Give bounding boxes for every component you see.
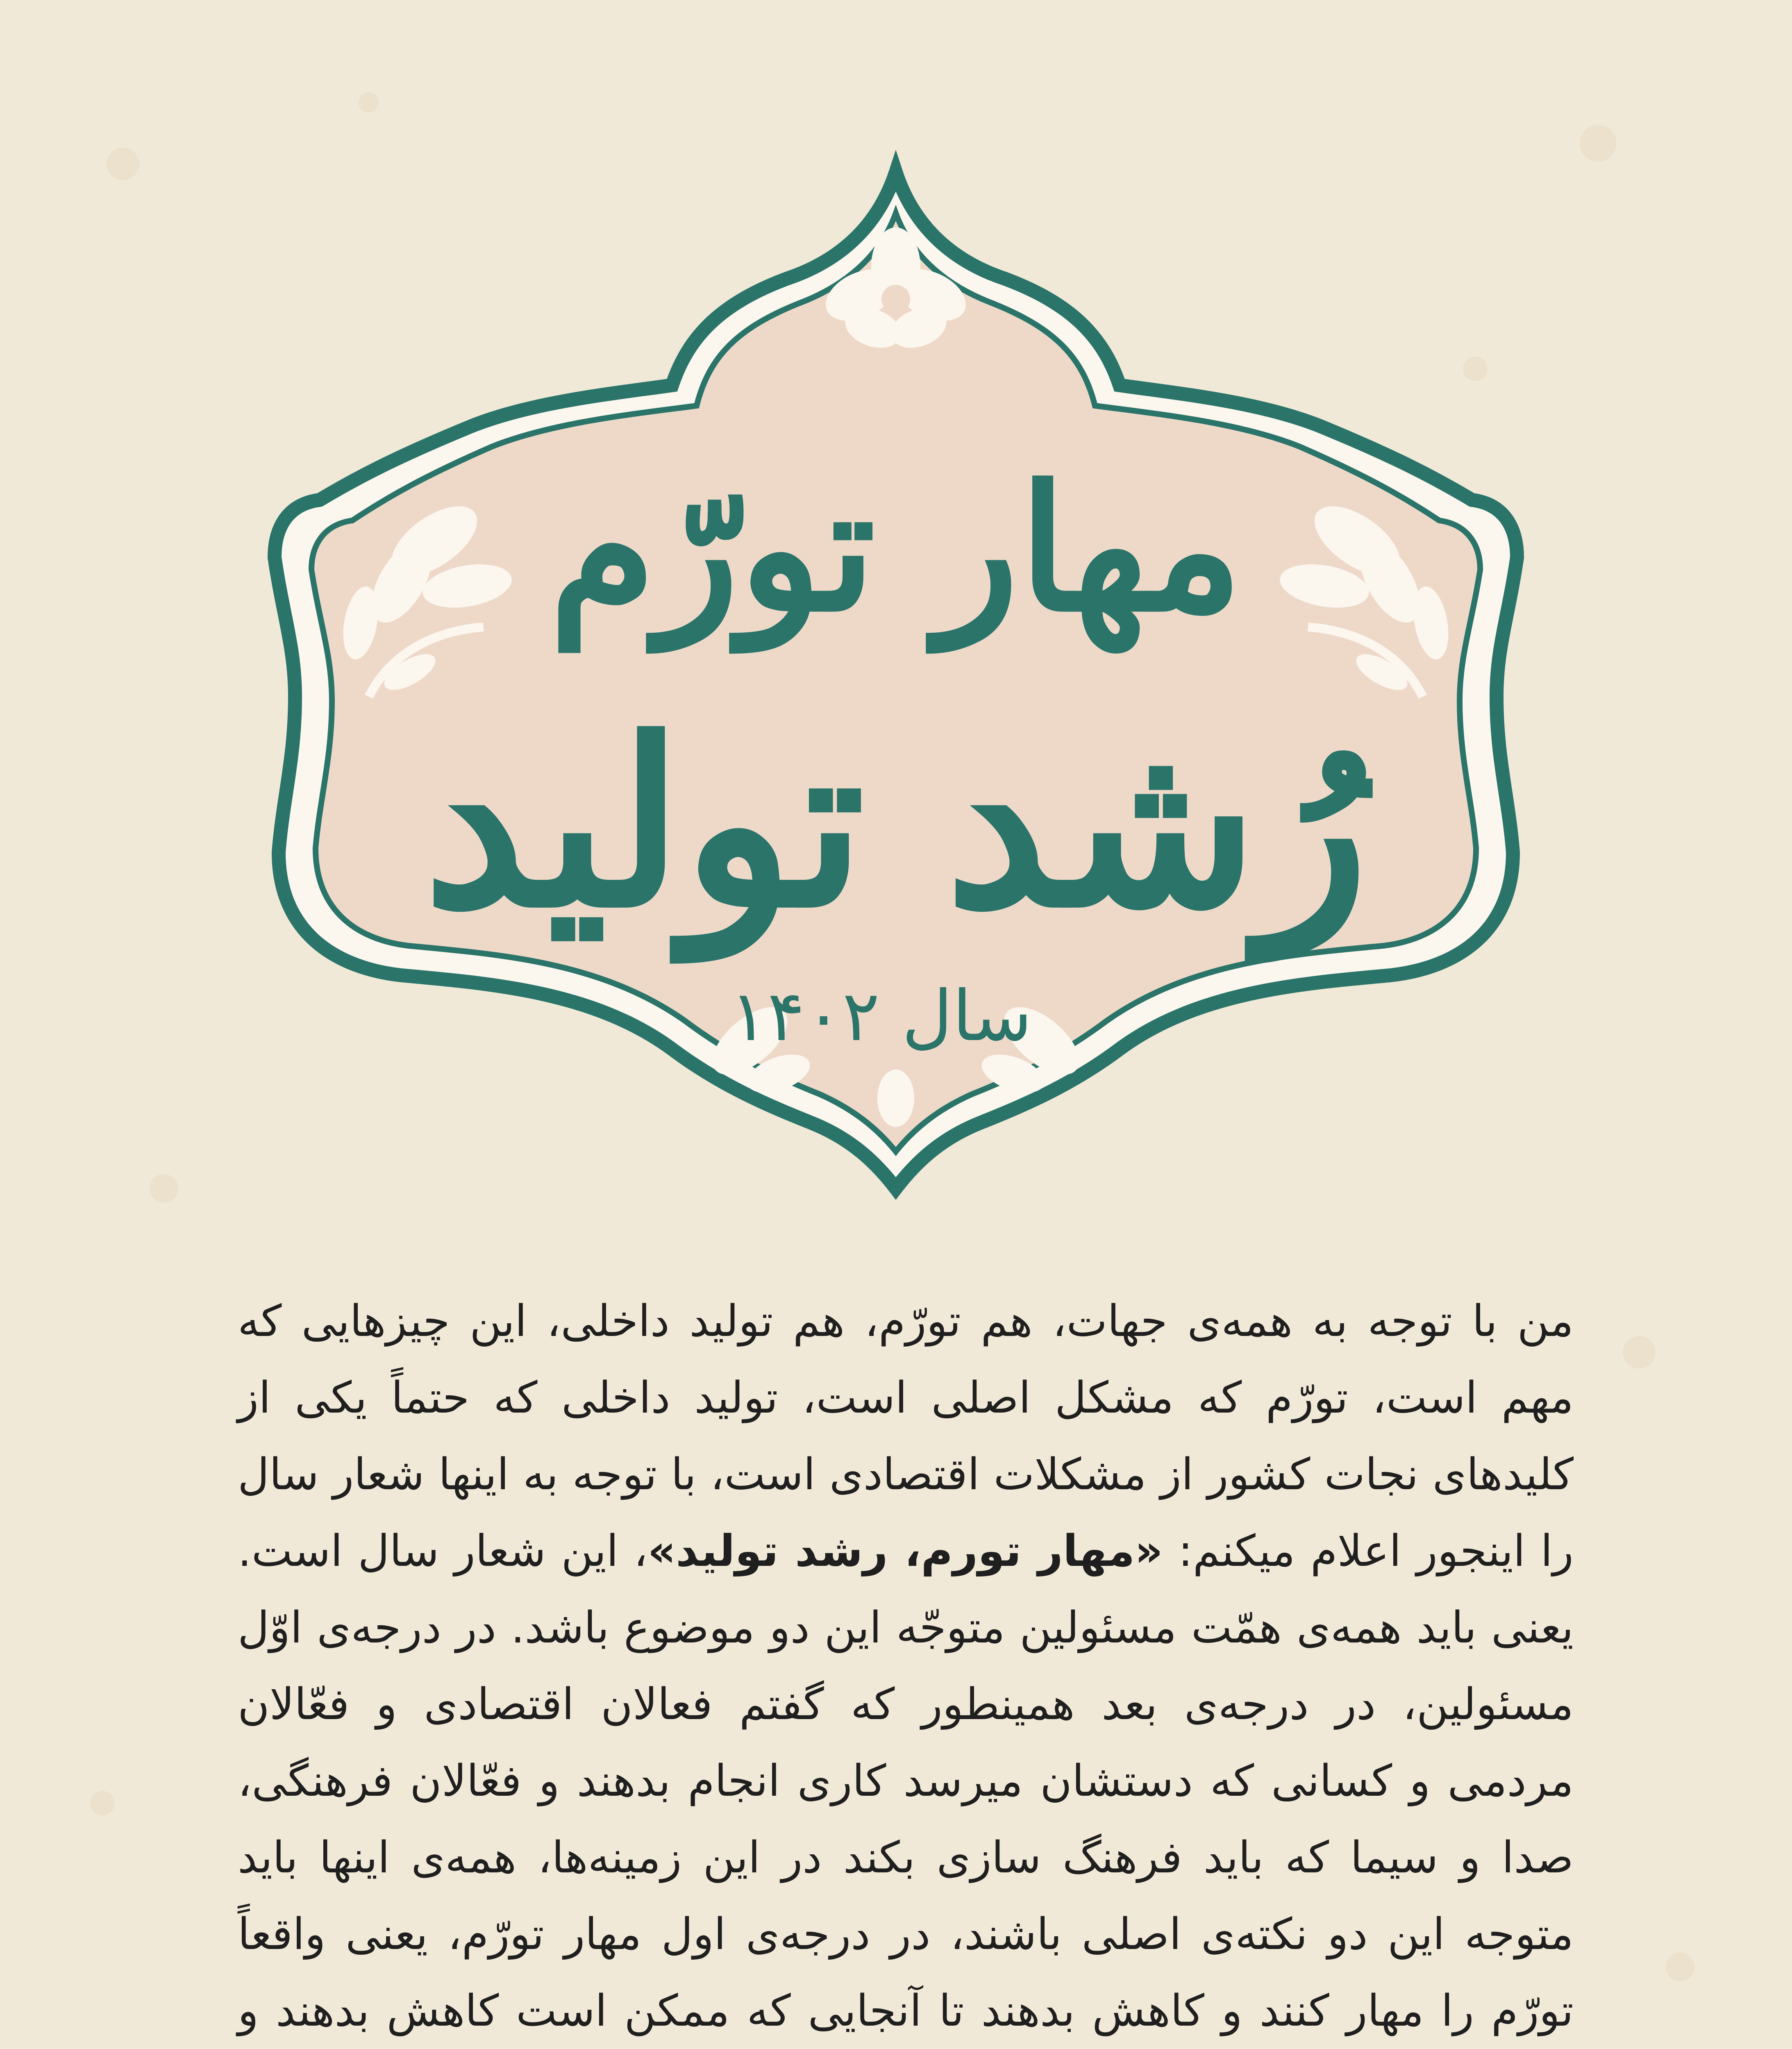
quote-text-before: من با توجه به همه‌ی جهات، هم تورّم، هم تولید داخلی، این چیزهایی که مهم است، تورّم که مشکل اصلی است، تولید داخلی که حتماً یکی از کلیدهای نجات کشور از مشکلات اقتصادی است، با توجه به اینها شعار سال را اینجور اعلام میکنم: [238,1296,1574,1576]
year-label: سال ۱۴۰۲ [730,976,1032,1057]
slogan-title-line2: رُشد تولید [423,689,1369,959]
quote-slogan-highlight: «مهار تورم، رشد تولید» [647,1526,1163,1576]
slogan-title-line1: مهار تورّم [549,448,1243,650]
quote-paragraph [238,1283,1574,2049]
quote-text-after: ، این شعار سال است. یعنی باید همه‌ی همّت مسئولین متوجّه این دو موضوع باشد. در درجه‌ی اوّل مسئولین، در درجه‌ی بعد همینطور که گفتم فعالان اقتصادی و فعّالان مردمی و کسانی که دستشان میرسد کاری انجام بدهند و فعّالان فرهنگی، صدا و سیما که باید فرهنگ سازی بکند در این زمینه‌ها، همه‌ی اینها باید متوجه این دو نکته‌ی اصلی باشند، در درجه‌ی اول مهار تورّم، یعنی واقعاً تورّم را مهار کنند و کاهش بدهند تا آنجایی که ممکن است کاهش بدهند و [238,1526,1574,2036]
